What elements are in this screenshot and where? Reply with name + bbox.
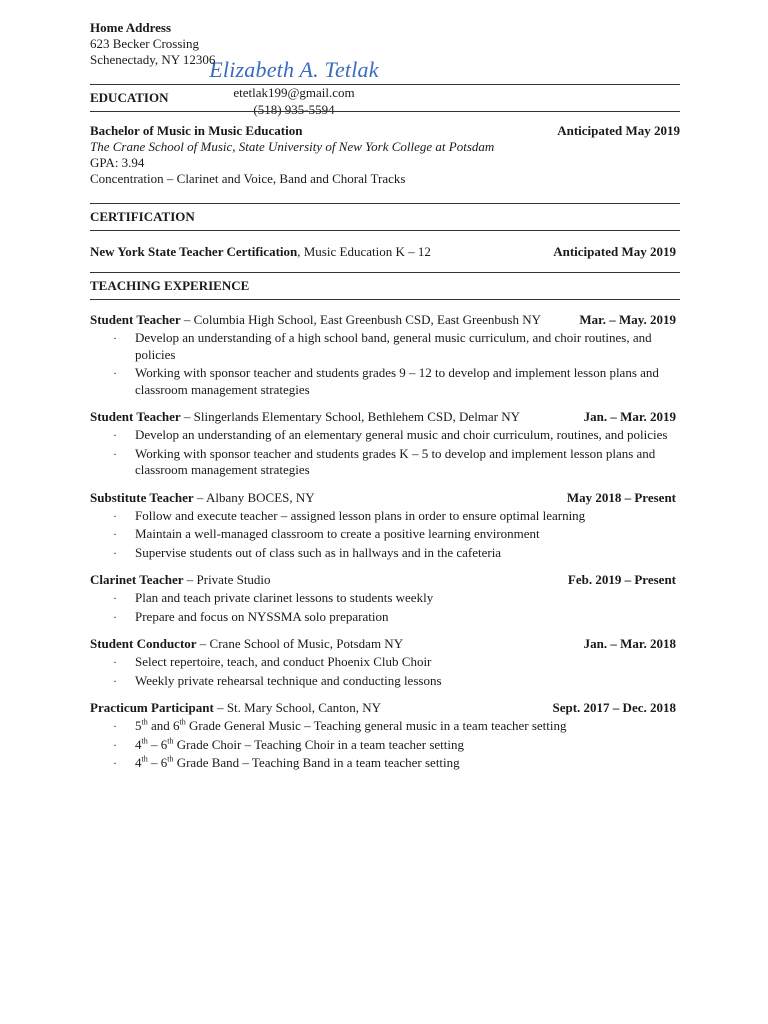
bullet-item: · Prepare and focus on NYSSMA solo preparation — [135, 609, 680, 626]
education-entry — [90, 123, 680, 187]
job-place: – Private Studio — [183, 572, 271, 587]
certification-detail: , Music Education K – 12 — [297, 244, 431, 259]
job-place: – St. Mary School, Canton, NY — [213, 700, 382, 715]
bullet-item: · Weekly private rehearsal technique and conducting lessons — [135, 673, 680, 690]
degree-date: Anticipated May 2019 — [557, 123, 680, 138]
home-address-label: Home Address — [90, 20, 172, 35]
job-bullets — [90, 508, 680, 562]
job-date: Sept. 2017 – Dec. 2018 — [552, 700, 676, 715]
experience-entry — [90, 409, 680, 479]
certification-heading: CERTIFICATION — [90, 203, 680, 231]
concentration-text: Concentration – Clarinet and Voice, Band and Choral Tracks — [90, 171, 406, 186]
job-bullets — [90, 427, 680, 479]
job-bullets — [90, 590, 680, 625]
job-date: Jan. – Mar. 2018 — [583, 636, 676, 651]
bullet-item: · Maintain a well-managed classroom to create a positive learning environment — [135, 526, 680, 543]
experience-entry — [90, 312, 680, 398]
gpa-text: GPA: 3.94 — [90, 155, 145, 170]
applicant-name: Elizabeth A. Tetlak — [209, 57, 379, 82]
teaching-experience-heading: TEACHING EXPERIENCE — [90, 272, 680, 300]
job-date: May 2018 – Present — [566, 489, 676, 505]
experience-entry — [90, 490, 680, 562]
bullet-item: · 5th and 6th Grade General Music – Teaching general music in a team teacher setting — [135, 718, 680, 735]
bullet-item: · 4th – 6th Grade Band – Teaching Band in a team teacher setting — [135, 755, 680, 772]
home-address-block — [90, 20, 680, 68]
address-line-1: 623 Becker Crossing — [90, 36, 200, 51]
certification-date: Anticipated May 2019 — [553, 244, 676, 259]
job-date: Mar. – May. 2019 — [579, 312, 676, 327]
bullet-item: · Select repertoire, teach, and conduct Phoenix Club Choir — [135, 654, 680, 671]
degree-title: Bachelor of Music in Music Education — [90, 123, 303, 138]
job-role: Student Teacher — [90, 409, 181, 424]
resume-body — [90, 0, 680, 772]
bullet-item: · Develop an understanding of an elementary general music and choir curriculum, routines, and policies — [135, 427, 680, 444]
bullet-item: · Working with sponsor teacher and students grades K – 5 to develop and implement lesson plans and classroom management strategies — [135, 446, 680, 479]
job-role: Student Teacher — [90, 312, 181, 327]
job-place: – Crane School of Music, Potsdam NY — [196, 636, 404, 651]
job-role: Clarinet Teacher — [90, 572, 184, 587]
bullet-item: · Develop an understanding of a high school band, general music curriculum, and choir routines, and policies — [135, 330, 680, 363]
experience-entry — [90, 636, 680, 689]
certification-title: New York State Teacher Certification — [90, 244, 298, 259]
school-name: The Crane School of Music, State University of New York College at Potsdam — [90, 139, 495, 154]
job-bullets — [90, 330, 680, 398]
experience-entry — [90, 572, 680, 625]
practicum-entry — [90, 700, 680, 772]
job-place: – Slingerlands Elementary School, Bethlehem CSD, Delmar NY — [180, 409, 521, 424]
education-heading: EDUCATION — [90, 84, 680, 112]
job-place: – Albany BOCES, NY — [193, 489, 315, 505]
phone-text: (518) 935-5594 — [253, 102, 335, 117]
job-date: Jan. – Mar. 2019 — [583, 409, 676, 424]
job-bullets — [90, 654, 680, 689]
job-place: – Columbia High School, East Greenbush CSD, East Greenbush NY — [180, 312, 542, 327]
bullet-item: · Follow and execute teacher – assigned lesson plans in order to ensure optimal learning — [135, 508, 680, 525]
bullet-item: · 4th – 6th Grade Choir – Teaching Choir in a team teacher setting — [135, 737, 680, 754]
email-text: etetlak199@gmail.com — [233, 85, 355, 100]
practicum-bullets — [90, 718, 680, 772]
bullet-item: · Supervise students out of class such as in hallways and in the cafeteria — [135, 545, 680, 562]
job-date: Feb. 2019 – Present — [567, 572, 676, 587]
job-role: Student Conductor — [90, 636, 197, 651]
bullet-item: · Working with sponsor teacher and students grades 9 – 12 to develop and implement lesson plans and classroom management strategies — [135, 365, 680, 398]
address-line-2: Schenectady, NY 12306 — [90, 52, 216, 67]
job-role: Substitute Teacher — [90, 489, 194, 505]
job-role: Practicum Participant — [90, 700, 214, 715]
certification-entry — [90, 244, 680, 260]
bullet-item: · Plan and teach private clarinet lessons to students weekly — [135, 590, 680, 607]
